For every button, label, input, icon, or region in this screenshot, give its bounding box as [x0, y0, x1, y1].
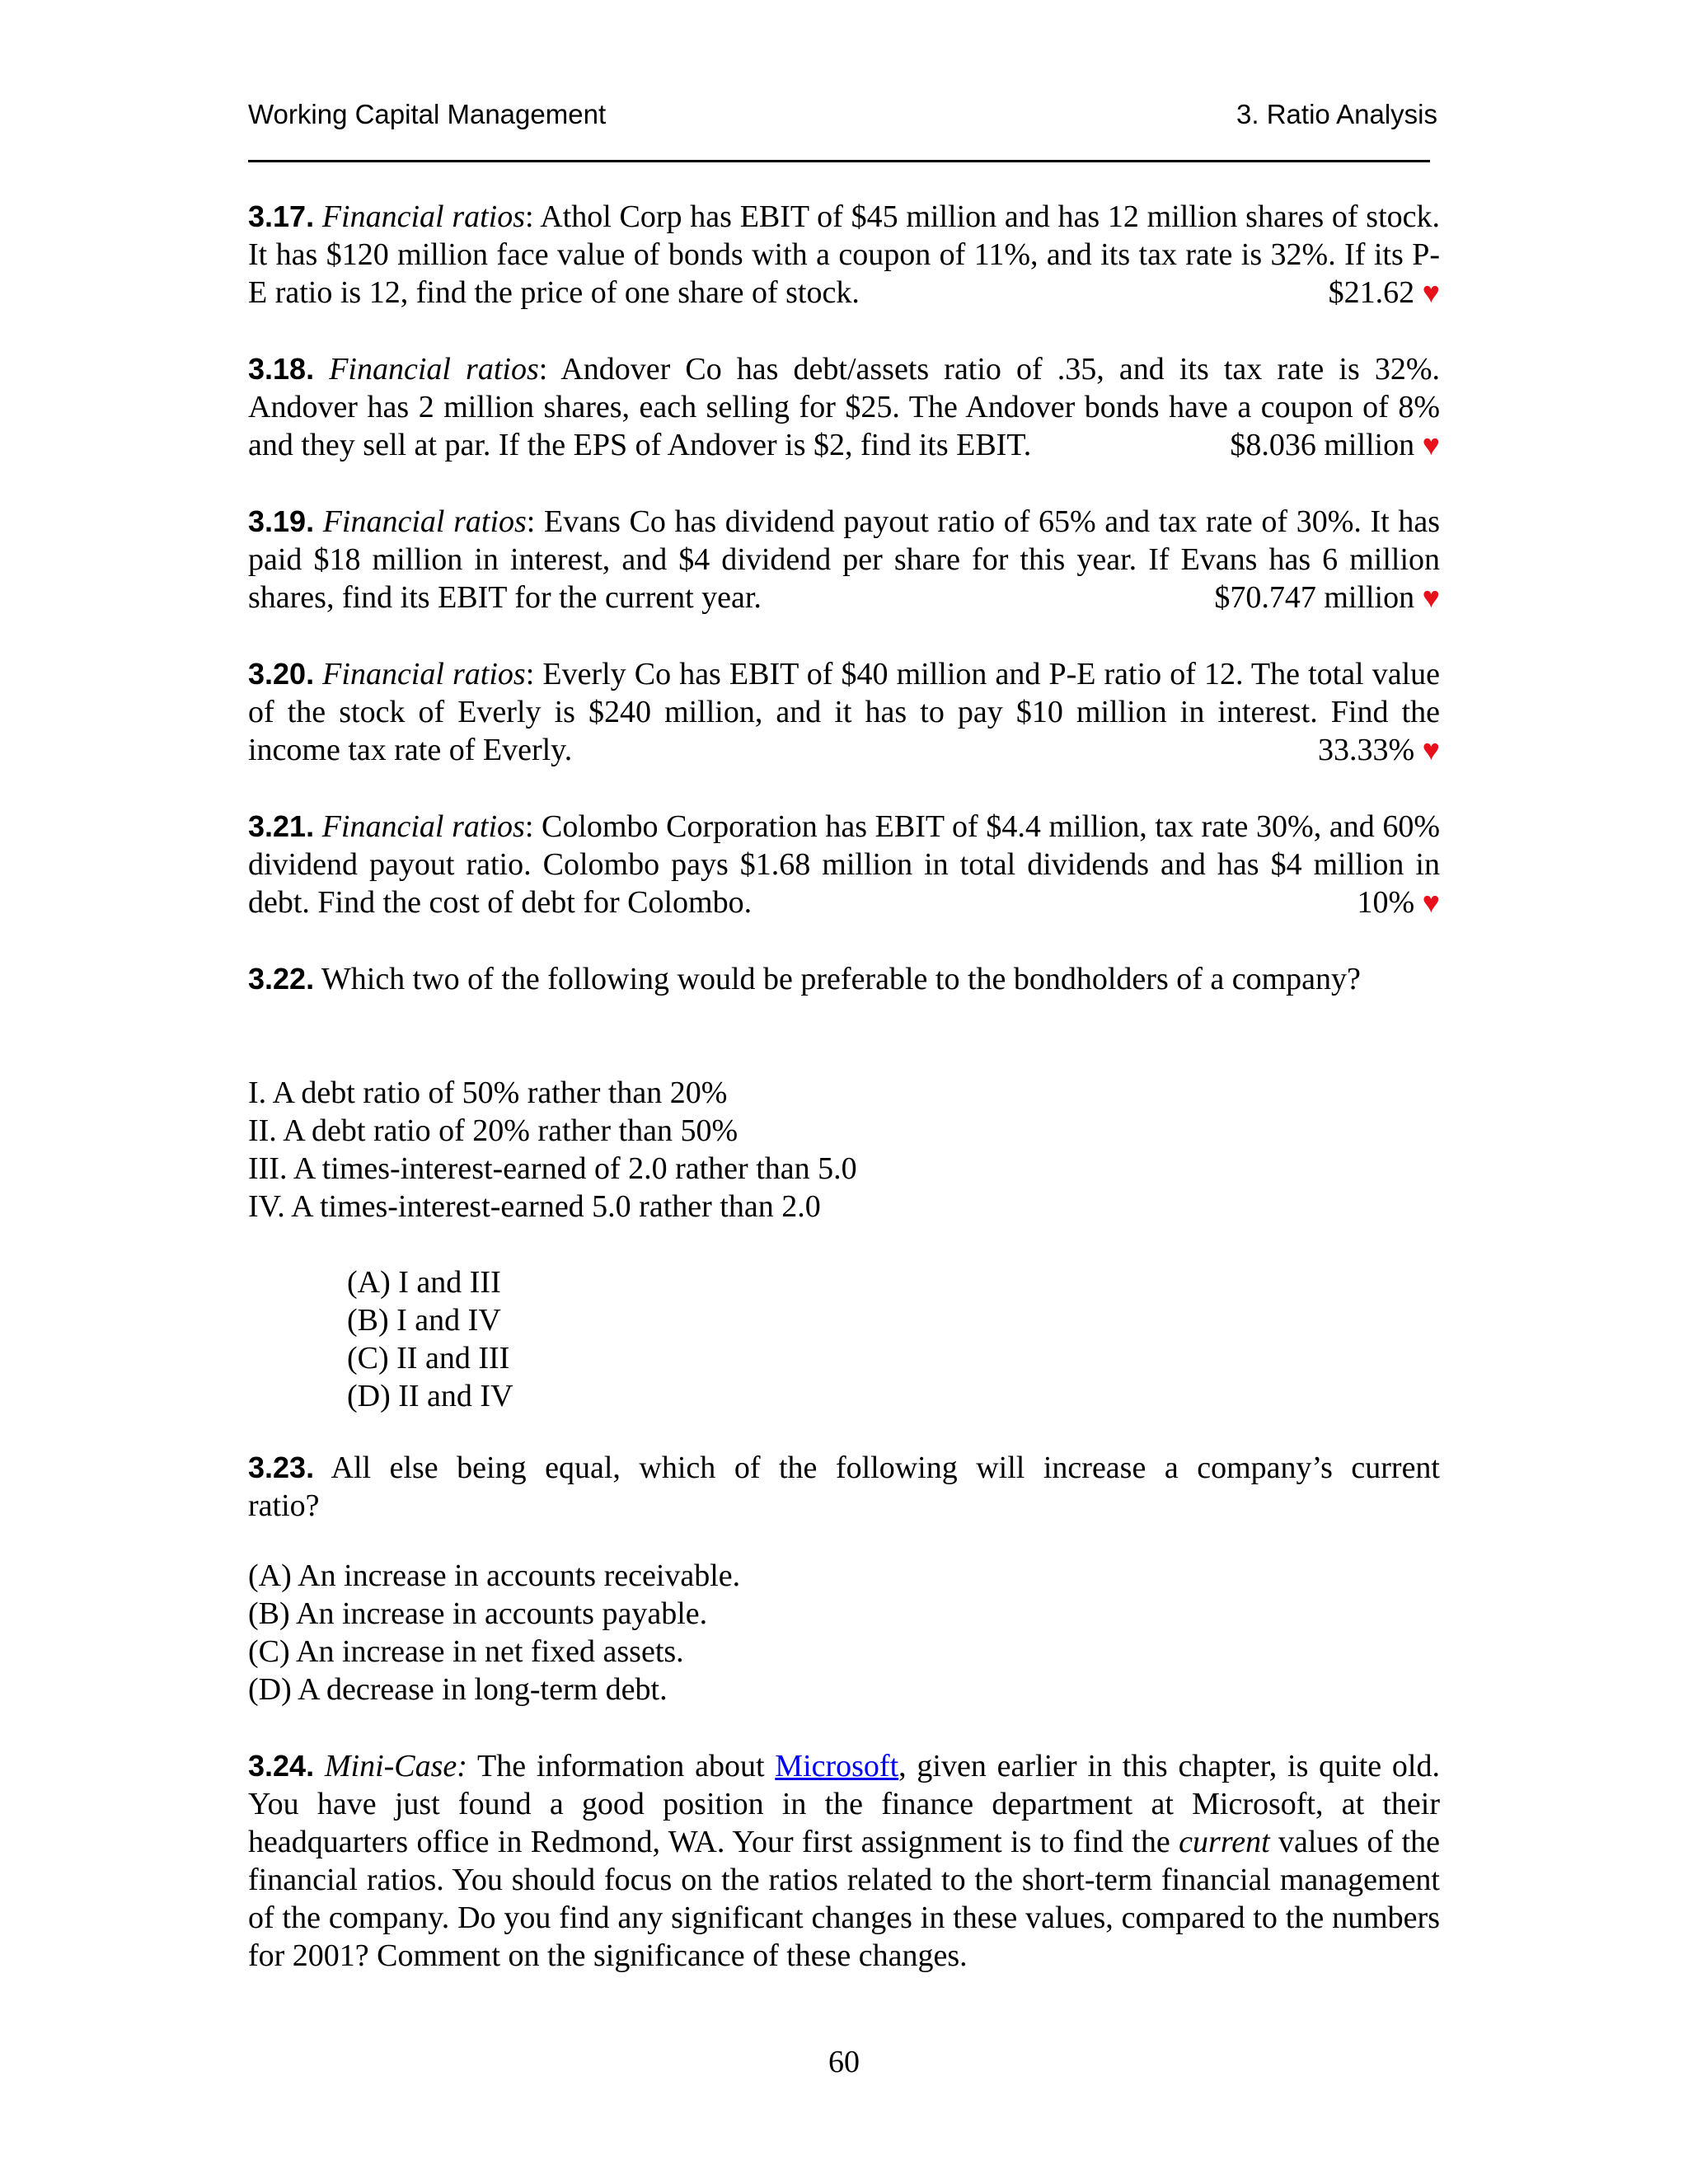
- statement-item: IV. A times-interest-earned 5.0 rather than 2.0: [248, 1189, 821, 1224]
- problem-number: 3.24.: [248, 1749, 315, 1783]
- answer: 10% ♥: [1357, 885, 1440, 920]
- problem-text: Which two of the following would be preferable to the bondholders of a company?: [314, 962, 1361, 996]
- answer: $8.036 million ♥: [1230, 428, 1440, 462]
- problem-text: : Andover Co has debt/assets ratio of .35, and its tax rate is 32%. Andover has 2 million shares, each selling for $25. The Andover bonds have a coupon of 8% and they sell at par. If the EPS of Andover is $2, find its EBIT.: [248, 352, 1440, 462]
- problem-text: : Colombo Corporation has EBIT of $4.4 million, tax rate 30%, and 60% dividend payout ratio. Colombo pays $1.68 million in total dividends and has $4 million in debt. Find the cost of debt for Colombo.: [248, 809, 1441, 920]
- heart-icon: ♥: [1422, 886, 1440, 919]
- heart-icon: ♥: [1422, 276, 1440, 309]
- choice-item: (D) A decrease in long-term debt.: [248, 1672, 668, 1707]
- emphasis-text: current: [1179, 1825, 1270, 1859]
- running-header-chapter: 3. Ratio Analysis: [1236, 99, 1437, 129]
- problem-3-17: [248, 198, 1440, 312]
- heart-icon: ♥: [1422, 733, 1440, 766]
- problem-number: 3.17.: [248, 199, 315, 233]
- problem-number: 3.18.: [248, 352, 315, 386]
- q22-statements: [248, 1074, 1440, 1226]
- choice-item: (B) I and IV: [347, 1303, 501, 1338]
- problem-3-19: [248, 503, 1440, 616]
- choice-item: (A) An increase in accounts receivable.: [248, 1558, 741, 1593]
- problem-topic: Mini-Case:: [324, 1749, 467, 1783]
- statement-item: III. A times-interest-earned of 2.0 rather than 5.0: [248, 1151, 857, 1186]
- problem-3-21: [248, 808, 1440, 921]
- problem-topic: Financial ratios: [329, 352, 539, 387]
- choice-item: (B) An increase in accounts payable.: [248, 1596, 708, 1631]
- problem-text: values of the financial ratios. You should focus on the ratios related to the short-term financial management of the company. Do you find any significant changes in these values, compared to the numbers for 2001? Comment on the significance of these changes.: [248, 1825, 1440, 1973]
- problem-3-18: [248, 350, 1440, 464]
- problem-topic: Financial ratios: [321, 809, 525, 844]
- problem-number: 3.22.: [248, 962, 315, 996]
- answer: $21.62 ♥: [1328, 275, 1440, 310]
- choice-item: (C) II and III: [347, 1341, 510, 1376]
- running-header-title: Working Capital Management: [248, 99, 607, 129]
- problem-text: : Athol Corp has EBIT of $45 million and has 12 million shares of stock. It has $120 million face value of bonds with a coupon of 11%, and its tax rate is 32%. If its P-E ratio is 12, find the price of one share of stock.: [248, 199, 1440, 310]
- problem-text: : Evans Co has dividend payout ratio of 65% and tax rate of 30%. It has paid $18 million in interest, and $4 dividend per share for this year. If Evans has 6 million shares, find its EBIT for the current year.: [248, 504, 1440, 615]
- problem-3-23: [248, 1449, 1440, 1525]
- choice-item: (D) II and IV: [347, 1379, 513, 1413]
- statement-item: II. A debt ratio of 20% rather than 50%: [248, 1113, 738, 1148]
- choice-item: (C) An increase in net fixed assets.: [248, 1634, 684, 1669]
- problem-topic: Financial ratios: [322, 504, 527, 539]
- q23-choices: [248, 1557, 1440, 1708]
- problem-text: All else being equal, which of the following will increase a company’s current ratio?: [248, 1451, 1440, 1523]
- page-number: 60: [828, 2045, 860, 2079]
- problem-topic: Financial ratios: [321, 199, 526, 234]
- problem-number: 3.21.: [248, 809, 315, 843]
- problem-text: , given earlier in this chapter, is quite old. You have just found a good position in the finance department at Microsoft, at their headquarters office in Redmond, WA. Your first assignment is to find the: [248, 1749, 1440, 1859]
- problem-number: 3.20.: [248, 657, 315, 691]
- problem-text: The information about: [467, 1749, 776, 1783]
- statement-item: I. A debt ratio of 50% rather than 20%: [248, 1076, 728, 1110]
- q22-choices: [347, 1263, 1171, 1415]
- answer: 33.33% ♥: [1317, 733, 1440, 767]
- heart-icon: ♥: [1422, 429, 1440, 462]
- microsoft-link[interactable]: Microsoft: [775, 1749, 899, 1783]
- problem-number: 3.23.: [248, 1451, 315, 1484]
- problem-number: 3.19.: [248, 504, 315, 538]
- problem-3-20: [248, 655, 1440, 769]
- problem-text: : Everly Co has EBIT of $40 million and P-E ratio of 12. The total value of the stock of Everly is $240 million, and it has to pay $10 million in interest. Find the income tax rate of Everly.: [248, 657, 1441, 767]
- problem-3-22: [248, 960, 1440, 998]
- heart-icon: ♥: [1422, 581, 1440, 614]
- header-rule: [248, 160, 1430, 162]
- problem-3-24: [248, 1747, 1440, 1975]
- choice-item: (A) I and III: [347, 1265, 501, 1300]
- problem-topic: Financial ratios: [322, 657, 526, 691]
- answer: $70.747 million ♥: [1214, 580, 1440, 615]
